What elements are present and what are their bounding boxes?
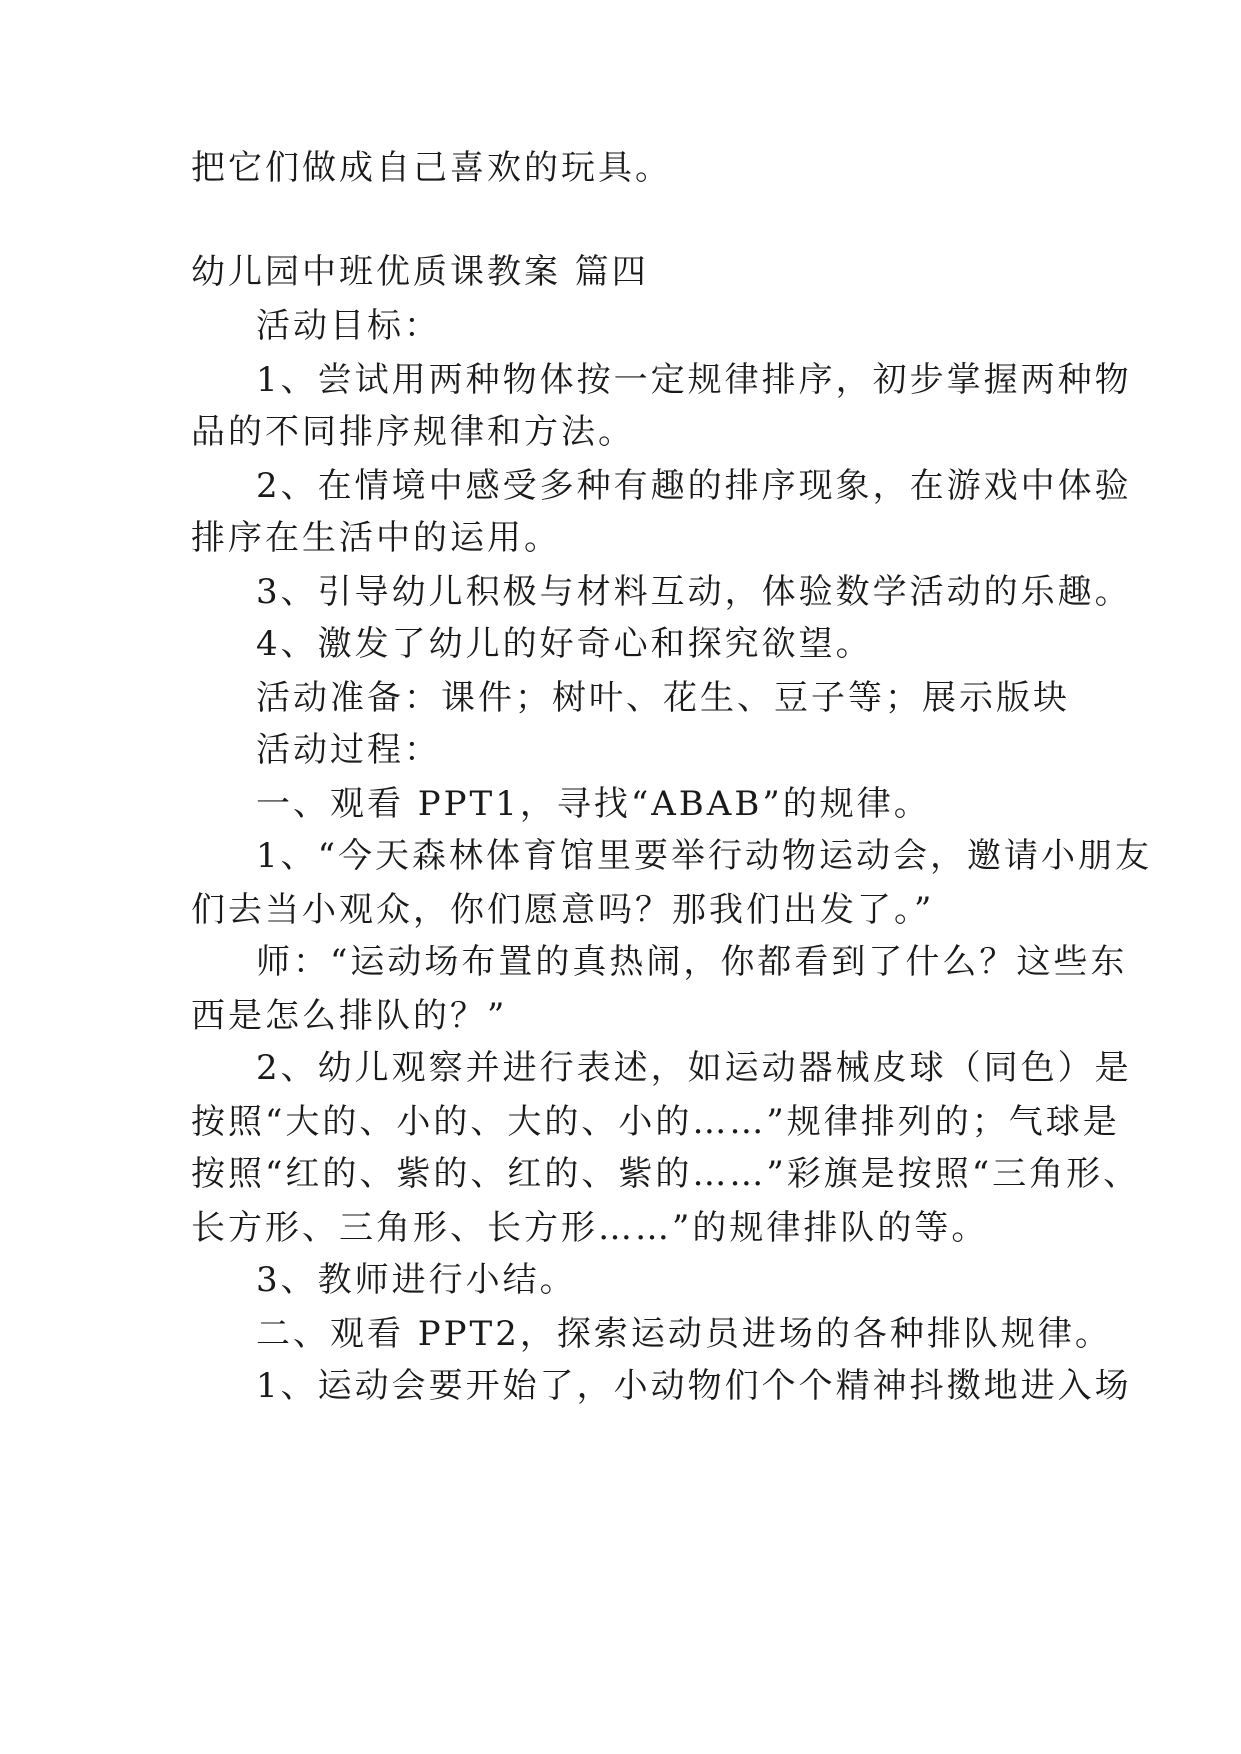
goal-3: 3、引导幼儿积极与材料互动，体验数学活动的乐趣。	[256, 572, 1132, 612]
step-one-item-2-line-3: 按照“红的、紫的、红的、紫的……”彩旗是按照“三角形、	[191, 1154, 1141, 1194]
step-one-item-2-line-2: 按照“大的、小的、大的、小的……”规律排列的；气球是	[191, 1102, 1120, 1142]
activity-goals-heading: 活动目标：	[256, 306, 441, 346]
step-two-item-1-line-1: 1、运动会要开始了，小动物们个个精神抖擞地进入场	[256, 1366, 1132, 1406]
step-two-heading: 二、观看 PPT2，探索运动员进场的各种排队规律。	[256, 1314, 1112, 1354]
activity-process-heading: 活动过程：	[256, 730, 441, 770]
step-one-item-2-line-4: 长方形、三角形、长方形……”的规律排队的等。	[191, 1208, 989, 1248]
teacher-quote-line-2: 西是怎么排队的？”	[191, 996, 508, 1036]
goal-2-line-2: 排序在生活中的运用。	[191, 518, 561, 558]
section-heading: 幼儿园中班优质课教案 篇四	[191, 252, 649, 292]
step-one-heading: 一、观看 PPT1，寻找“ABAB”的规律。	[256, 784, 931, 824]
teacher-quote-line-1: 师：“运动场布置的真热闹，你都看到了什么？这些东	[256, 942, 1128, 982]
step-one-item-1-line-2: 们去当小观众，你们愿意吗？那我们出发了。”	[191, 890, 935, 930]
goal-4: 4、激发了幼儿的好奇心和探究欲望。	[256, 624, 873, 664]
activity-preparation: 活动准备：课件；树叶、花生、豆子等；展示版块	[256, 678, 1070, 718]
goal-2-line-1: 2、在情境中感受多种有趣的排序现象，在游戏中体验	[256, 466, 1132, 506]
step-one-item-2-line-1: 2、幼儿观察并进行表述，如运动器械皮球（同色）是	[256, 1048, 1132, 1088]
goal-1-line-1: 1、尝试用两种物体按一定规律排序，初步掌握两种物	[256, 360, 1132, 400]
paragraph-continuation: 把它们做成自己喜欢的玩具。	[191, 148, 672, 188]
step-one-item-1-line-1: 1、“今天森林体育馆里要举行动物运动会，邀请小朋友	[256, 836, 1153, 876]
goal-1-line-2: 品的不同排序规律和方法。	[191, 412, 635, 452]
step-one-item-3: 3、教师进行小结。	[256, 1260, 577, 1300]
